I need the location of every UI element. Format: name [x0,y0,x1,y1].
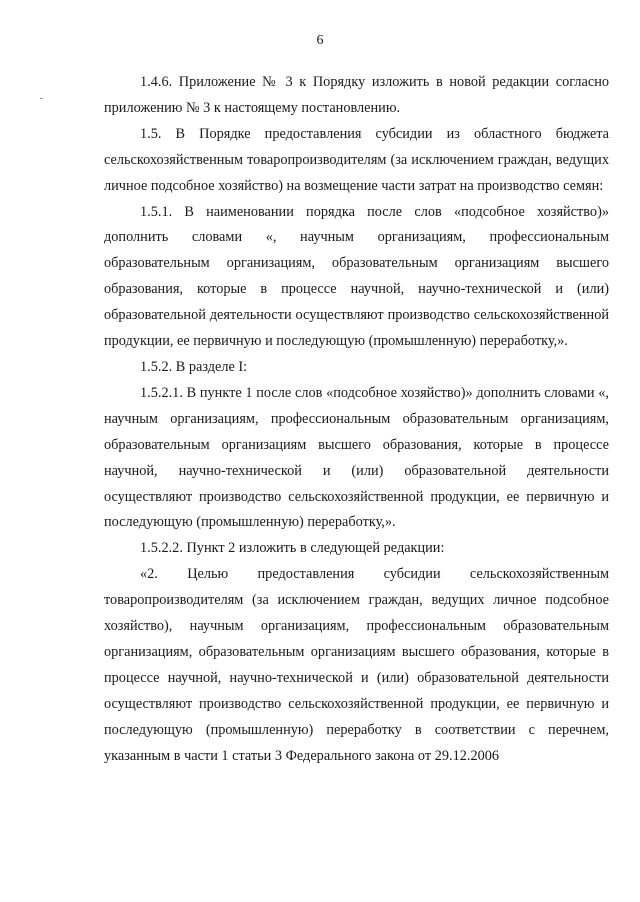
document-body [104,70,609,769]
paragraph-1-5-1: 1.5.1. В наименовании порядка после слов «подсобное хозяйство)» дополнить словами «, научным организациям, профессиональным образовательным организациям, образовательным организациям высшего образования, которые в процессе научной, научно-технической и (или) образовательной деятельности осуществляют производство сельскохозяйственной продукции, ее первичную и последующую (промышленную) переработку,». [104,203,609,350]
paragraph-quoted-2: «2. Целью предоставления субсидии сельскохозяйственным товаропроизводителям (за исключением граждан, ведущих личное подсобное хозяйство), научным организациям, профессиональным образовательным организациям, образовательным организациям высшего образования, которые в процессе научной, научно-технической и (или) образовательной деятельности осуществляют производство сельскохозяйственной продукции, ее первичную и последующую (промышленную) переработку в соответствии с перечнем, указанным в части 1 статьи 3 Федерального закона от 29.12.2006 [104,566,609,764]
paragraph-1-5-2-2: 1.5.2.2. Пункт 2 изложить в следующей редакции: [140,540,445,557]
paragraph-1-5-2: 1.5.2. В разделе I: [140,358,248,375]
paragraph-1-5: 1.5. В Порядке предоставления субсидии из областного бюджета сельскохозяйственным товаропроизводителям (за исключением граждан, ведущих личное подсобное хозяйство) на возмещение части затрат на производство семян: [104,125,609,194]
page-number: 6 [316,33,324,48]
paragraph-1-5-2-1: 1.5.2.1. В пункте 1 после слов «подсобное хозяйство)» дополнить словами «, научным организациям, профессиональным образовательным организациям, образовательным организациям высшего образования, которые в процессе научной, научно-технической и (или) образовательной деятельности осуществляют производство сельскохозяйственной продукции, ее первичную и последующую (промышленную) переработку,». [104,384,609,531]
paragraph-1-4-6: 1.4.6. Приложение № 3 к Порядку изложить в новой редакции согласно приложению № 3 к настоящему постановлению. [104,74,609,116]
scan-mark [40,98,43,99]
